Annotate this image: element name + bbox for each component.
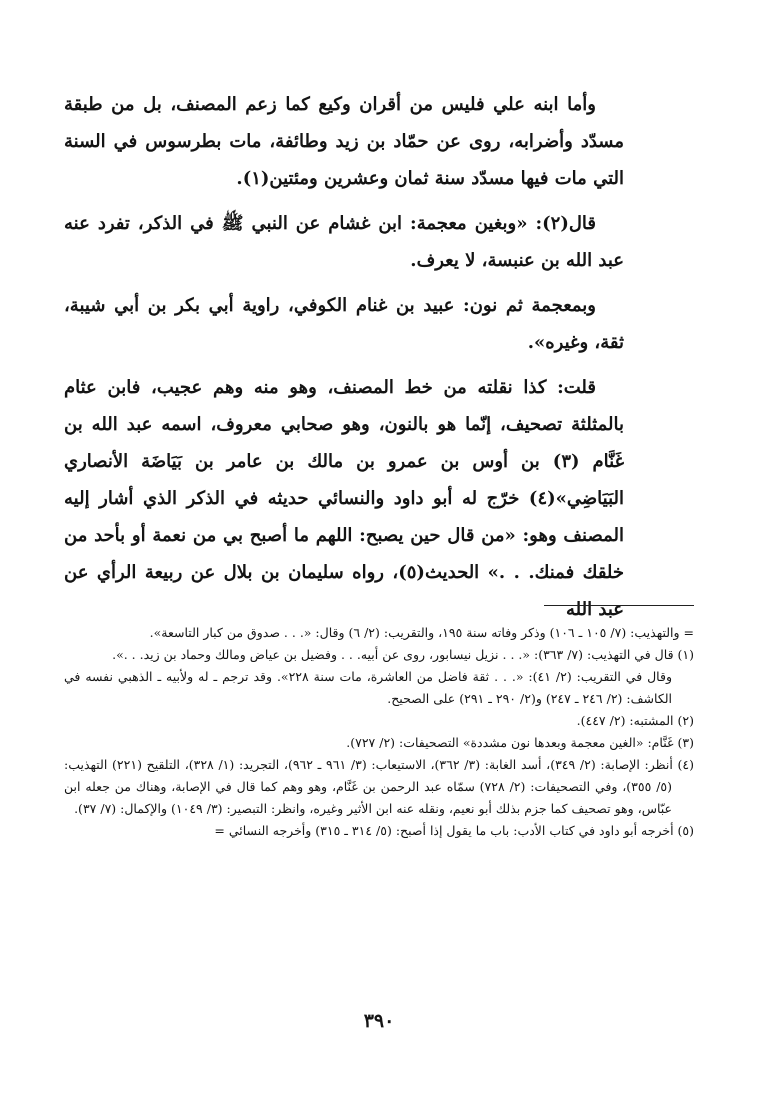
paragraph-4: قلت: كذا نقلته من خط المصنف، وهو منه وهم عجيب، فابن عثام بالمثلثة تصحيف، إنّما هو بالنون، وهو صحابي معروف، اسمه عبد الله بن غَنَّام (٣) بن أوس بن عمرو بن مالك بن عامر بن بَيَاضَة الأنصاري البَيَاضِي»(٤) خرّج له أبو داود والنسائي حديثه في الذكر الذي أشار إليه المصنف وهو: «من قال حين يصبح: اللهم ما أصبح بي من نعمة أو بأحد من خلقك فمنك. . .» الحديث(٥)، رواه سليمان بن بلال عن ربيعة الرأي عن عبد الله: [64, 377, 625, 620]
paragraph-2: قال(٢): «وبغين معجمة: ابن غشام عن النبي ﷺ في الذكر، تفرد عنه عبد الله بن عنبسة، لا يعرف.: [64, 213, 624, 271]
footnote-1-continuation: وقال في التقريب: (٢/ ٤١): «. . . ثقة فاضل من العاشرة، مات سنة ٢٢٨». وقد ترجم ـ له ولأبيه ـ الذهبي نفسه في الكاشف: (٢/ ٢٤٦ ـ ٢٤٧) و(٢/ ٢٩٠ ـ ٢٩١) على الصحيح.: [64, 669, 672, 706]
footnote-continuation-previous: = والتهذيب: (٧/ ١٠٥ ـ ١٠٦) وذكر وفاته سنة ١٩٥، والتقريب: (٢/ ٦) وقال: «. . . صدوق من كبار التاسعة».: [149, 625, 694, 640]
footnote-4: (٤) أنظر: الإصابة: (٢/ ٣٤٩)، أسد الغابة: (٣/ ٣٦٢)، الاستيعاب: (٣/ ٩٦١ ـ ٩٦٢)، التجريد: (١/ ٣٢٨)، التلقيح (٢٢١) التهذيب: (٥/ ٣٥٥)، وفي التصحيفات: (٢/ ٧٢٨) سمّاه عبد الرحمن بن غَنَّام، وهو وهم كما قال في الإصابة، وهناك من جعله ابن عبّاس، وهو تصحيف كما جزم بذلك أبو نعيم، ونقله عنه ابن الأثير وغيره، وانظر: التبصير: (٣/ ١٠٤٩) والإكمال: (٧/ ٣٧).: [64, 757, 695, 816]
footnote-divider: [544, 605, 694, 606]
footnote-3: (٣) غَنَّام: «الغين معجمة وبعدها نون مشددة» التصحيفات: (٢/ ٧٢٧).: [346, 735, 694, 750]
paragraph-1: وأما ابنه علي فليس من أقران وكيع كما زعم المصنف، بل من طبقة مسدّد وأضرابه، روى عن حمّاد بن زيد وطائفة، مات بطرسوس في السنة التي مات فيها مسدّد سنة ثمان وعشرين ومئتين(١).: [64, 94, 624, 189]
main-text-block: [64, 86, 624, 636]
page-number: ٣٩٠: [363, 1010, 395, 1032]
footnote-1: (١) قال في التهذيب: (٧/ ٣٦٣): «. . . نزيل نيسابور، روى عن أبيه. . . وفضيل بن عياض ومالك وحماد بن زيد. . .».: [112, 647, 694, 662]
footnotes-block: [64, 622, 694, 842]
paragraph-3: وبمعجمة ثم نون: عبيد بن غنام الكوفي، راوية أبي بكر بن أبي شيبة، ثقة، وغيره».: [64, 295, 624, 353]
footnote-2: (٢) المشتبه: (٢/ ٤٤٧).: [576, 713, 694, 728]
footnote-5: (٥) أخرجه أبو داود في كتاب الأدب: باب ما يقول إذا أصبح: (٥/ ٣١٤ ـ ٣١٥) وأخرجه النسائي =: [214, 823, 694, 838]
